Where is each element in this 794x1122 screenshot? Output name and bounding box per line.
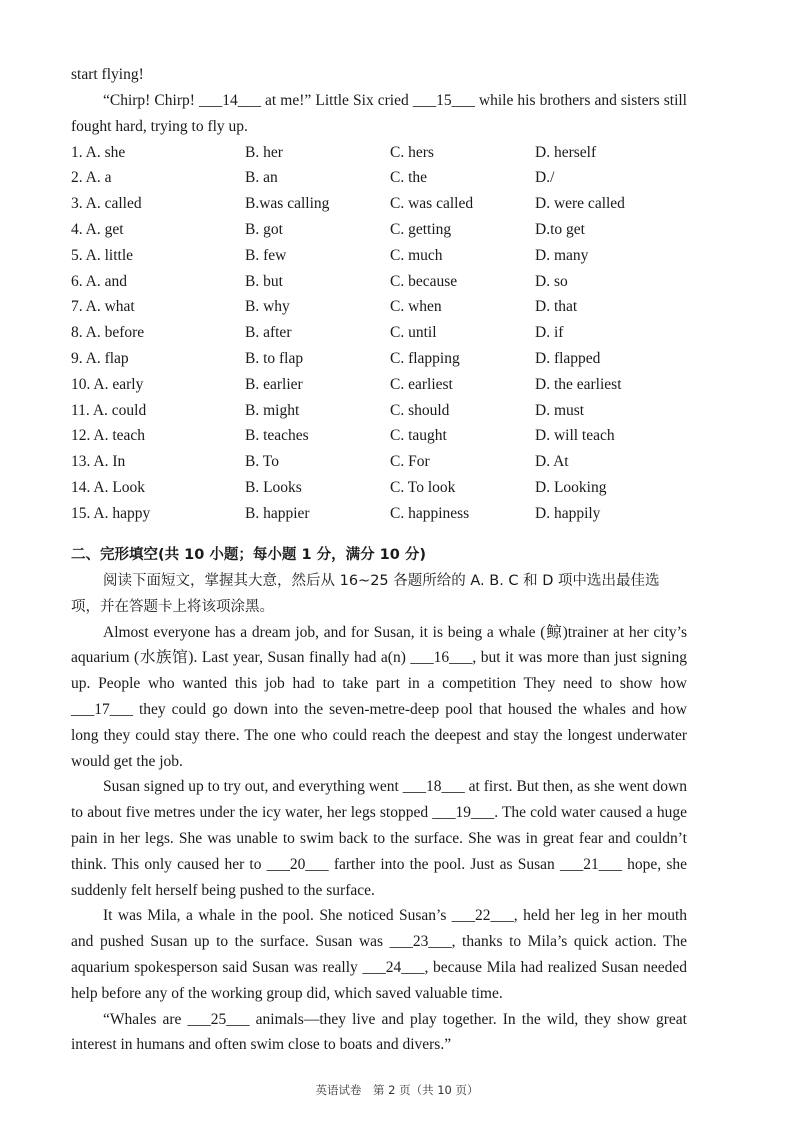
option-b: B.was calling: [245, 195, 330, 213]
option-a: 11. A. could: [71, 401, 147, 419]
option-a: 15. A. happy: [71, 504, 151, 522]
option-d: D. happily: [535, 504, 601, 522]
option-a: 5. A. little: [71, 246, 133, 264]
option-b: B. her: [245, 143, 283, 161]
option-a: 2. A. a: [71, 169, 112, 187]
option-b: B. to flap: [245, 349, 304, 367]
question-option-row: [71, 449, 687, 475]
option-d: D. will teach: [535, 427, 615, 445]
option-d: D. At: [535, 453, 569, 471]
option-d: D.to get: [535, 220, 585, 238]
option-b: B. To: [245, 453, 279, 471]
option-a: 3. A. called: [71, 195, 142, 213]
question-option-row: [71, 294, 687, 320]
option-b: B. Looks: [245, 478, 302, 496]
question-option-row: [71, 191, 687, 217]
options-list: [71, 140, 687, 527]
option-d: D. that: [535, 298, 578, 316]
option-b: B. teaches: [245, 427, 309, 445]
option-a: 1. A. she: [71, 143, 126, 161]
exam-page: [71, 62, 687, 1058]
passage-paragraph-2: Susan signed up to try out, and everything went ___18___ at first. But then, as she went down to about five metres under the icy water, her legs stopped ___19___. The cold water caused a huge pain in her legs. She was unable to swim back to the surface. She was in great fear and couldn’t think. This only caused her to ___20___ farther into the pool. Just as Susan ___21___ hope, she suddenly felt herself being pushed to the surface.: [71, 778, 687, 899]
option-c: C. much: [390, 246, 443, 264]
option-c: C. because: [390, 272, 458, 290]
option-b: B. happier: [245, 504, 310, 522]
intro-line: start flying!: [71, 66, 144, 83]
question-option-row: [71, 243, 687, 269]
question-option-row: [71, 346, 687, 372]
option-a: 4. A. get: [71, 220, 124, 238]
option-b: B. might: [245, 401, 300, 419]
option-b: B. got: [245, 220, 283, 238]
option-d: D./: [535, 169, 555, 187]
option-a: 14. A. Look: [71, 478, 146, 496]
question-option-row: [71, 501, 687, 527]
option-a: 12. A. teach: [71, 427, 146, 445]
option-c: C. happiness: [390, 504, 470, 522]
passage-paragraph-4: “Whales are ___25___ animals—they live and play together. In the wild, they show great interest in humans and often swim close to boats and divers.”: [71, 1010, 687, 1054]
option-d: D. many: [535, 246, 589, 264]
question-option-row: [71, 217, 687, 243]
option-b: B. but: [245, 272, 283, 290]
section-instruction: 阅读下面短文，掌握其大意，然后从 16~25 各题所给的 A. B. C 和 D 项中选出最佳选项，并在答题卡上将该项涂黑。: [71, 572, 660, 615]
question-option-row: [71, 165, 687, 191]
option-b: B. why: [245, 298, 290, 316]
option-c: C. until: [390, 324, 437, 342]
option-a: 10. A. early: [71, 375, 144, 393]
option-d: D. were called: [535, 195, 625, 213]
page-footer: 英语试卷 第 2 页（共 10 页）: [315, 1083, 479, 1097]
question-option-row: [71, 140, 687, 166]
option-a: 9. A. flap: [71, 349, 129, 367]
option-b: B. an: [245, 169, 278, 187]
option-d: D. herself: [535, 143, 597, 161]
question-option-row: [71, 372, 687, 398]
option-b: B. earlier: [245, 375, 303, 393]
option-d: D. so: [535, 272, 568, 290]
option-a: 13. A. In: [71, 453, 126, 471]
option-d: D. the earliest: [535, 375, 622, 393]
option-d: D. must: [535, 401, 585, 419]
option-c: C. when: [390, 298, 442, 316]
question-option-row: [71, 423, 687, 449]
option-a: 7. A. what: [71, 298, 135, 316]
option-c: C. should: [390, 401, 450, 419]
option-d: D. Looking: [535, 478, 607, 496]
option-c: C. For: [390, 453, 430, 471]
section-title: 二、完形填空(共 10 小题；每小题 1 分，满分 10 分): [71, 546, 426, 563]
option-b: B. after: [245, 324, 292, 342]
option-a: 8. A. before: [71, 324, 145, 342]
option-b: B. few: [245, 246, 287, 264]
option-c: C. To look: [390, 478, 456, 496]
question-option-row: [71, 398, 687, 424]
option-d: D. if: [535, 324, 564, 342]
option-a: 6. A. and: [71, 272, 127, 290]
passage-paragraph-1: Almost everyone has a dream job, and for Susan, it is being a whale (鲸)trainer at her city’s aquarium (水族馆). Last year, Susan finally had a(n) ___16___, but it was more than just signing up. People who wanted this job had to take part in a competition They need to show how ___17___ they could go down into the seven-metre-deep pool that housed the whales and how long they could stay there. The one who could reach the deepest and stay the longest underwater would get the job.: [71, 623, 687, 770]
question-option-row: [71, 269, 687, 295]
option-c: C. earliest: [390, 375, 453, 393]
option-c: C. flapping: [390, 349, 460, 367]
question-option-row: [71, 475, 687, 501]
option-c: C. taught: [390, 427, 447, 445]
option-d: D. flapped: [535, 349, 601, 367]
option-c: C. getting: [390, 220, 452, 238]
intro-paragraph: “Chirp! Chirp! ___14___ at me!” Little Six cried ___15___ while his brothers and sisters still fought hard, trying to fly up.: [71, 92, 687, 135]
question-option-row: [71, 320, 687, 346]
option-c: C. the: [390, 169, 428, 187]
option-c: C. was called: [390, 195, 474, 213]
option-c: C. hers: [390, 143, 434, 161]
passage-paragraph-3: It was Mila, a whale in the pool. She noticed Susan’s ___22___, held her leg in her mouth and pushed Susan up to the surface. Susan was ___23___, thanks to Mila’s quick action. The aquarium spokesperson said Susan was really ___24___, because Mila had realized Susan needed help before any of the working group did, which saved valuable time.: [71, 907, 687, 1002]
